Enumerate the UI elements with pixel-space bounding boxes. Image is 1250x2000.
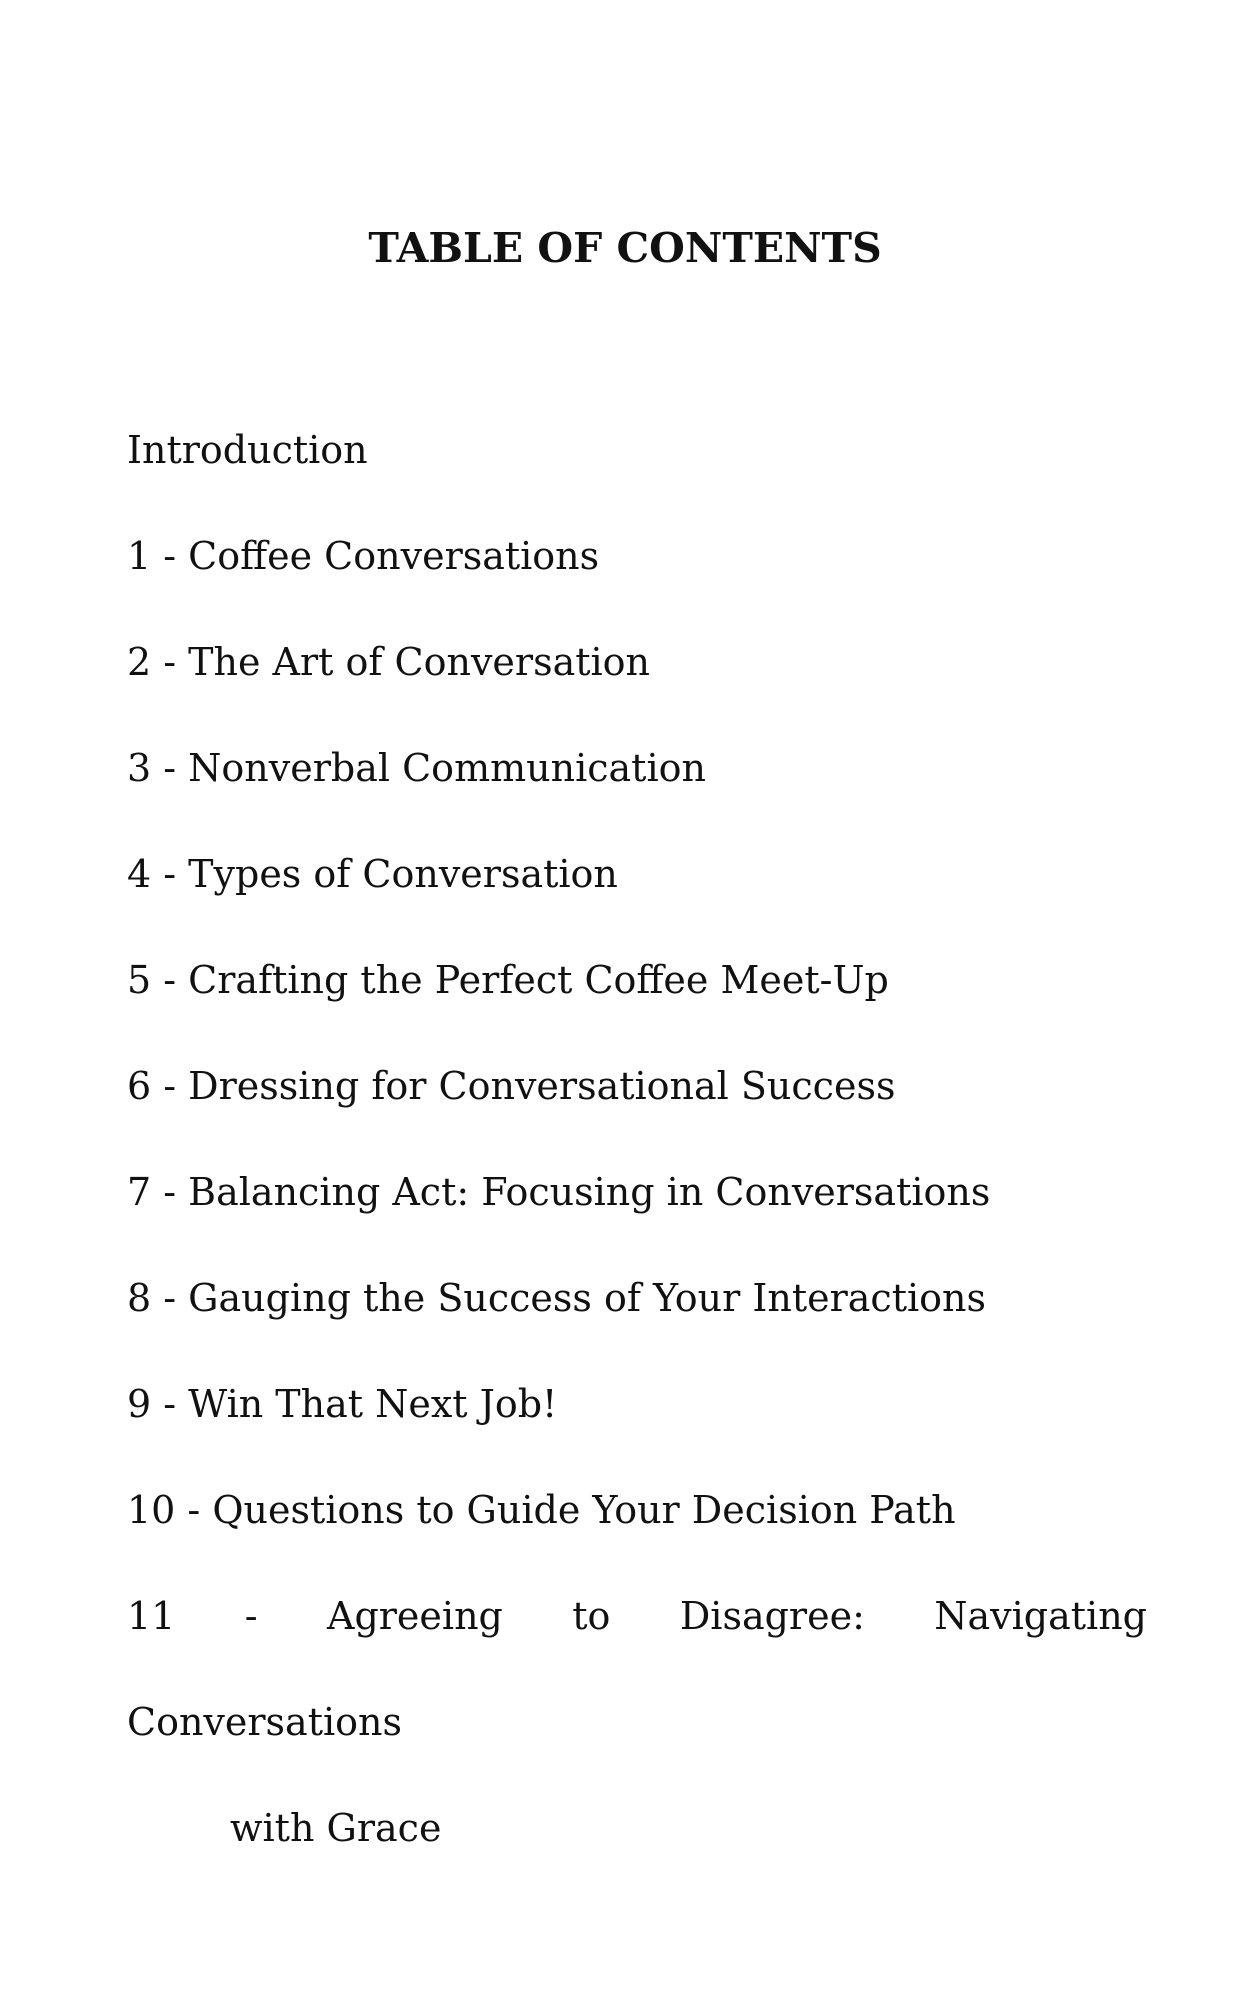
toc-entry-chapter-8[interactable] bbox=[127, 1245, 1147, 1351]
toc-entry-label: 10 - Questions to Guide Your Decision Path bbox=[127, 1488, 956, 1532]
toc-entry-chapter-10[interactable] bbox=[127, 1457, 1147, 1563]
toc-entry-chapter-2[interactable] bbox=[127, 609, 1147, 715]
toc-entry-chapter-1[interactable] bbox=[127, 503, 1147, 609]
toc-entry-chapter-11[interactable] bbox=[127, 1563, 1147, 1881]
toc-entry-chapter-4[interactable] bbox=[127, 821, 1147, 927]
toc-entry-chapter-9[interactable] bbox=[127, 1351, 1147, 1457]
toc-entry-chapter-7[interactable] bbox=[127, 1139, 1147, 1245]
toc-entry-chapter-3[interactable] bbox=[127, 715, 1147, 821]
toc-entry-label: 1 - Coffee Conversations bbox=[127, 534, 600, 578]
toc-entry-label: 7 - Balancing Act: Focusing in Conversations bbox=[127, 1170, 991, 1214]
toc-entry-introduction[interactable] bbox=[127, 397, 1147, 503]
toc-entry-chapter-5[interactable] bbox=[127, 927, 1147, 1033]
toc-entry-label-line-1: 11 - Agreeing to Disagree: Navigating Conversations bbox=[127, 1594, 1147, 1744]
toc-entry-chapter-6[interactable] bbox=[127, 1033, 1147, 1139]
toc-list bbox=[127, 397, 1147, 1881]
toc-entry-label: Introduction bbox=[127, 428, 368, 472]
toc-entry-label-line-2: with Grace bbox=[230, 1806, 442, 1850]
toc-entry-label: 4 - Types of Conversation bbox=[127, 852, 618, 896]
page-title: TABLE OF CONTENTS bbox=[368, 224, 882, 272]
toc-entry-label: 8 - Gauging the Success of Your Interactions bbox=[127, 1276, 986, 1320]
toc-entry-label: 2 - The Art of Conversation bbox=[127, 640, 651, 684]
toc-entry-label: 9 - Win That Next Job! bbox=[127, 1382, 558, 1426]
toc-entry-label: 6 - Dressing for Conversational Success bbox=[127, 1064, 896, 1108]
toc-entry-label: 3 - Nonverbal Communication bbox=[127, 746, 706, 790]
toc-entry-label: 5 - Crafting the Perfect Coffee Meet-Up bbox=[127, 958, 889, 1002]
